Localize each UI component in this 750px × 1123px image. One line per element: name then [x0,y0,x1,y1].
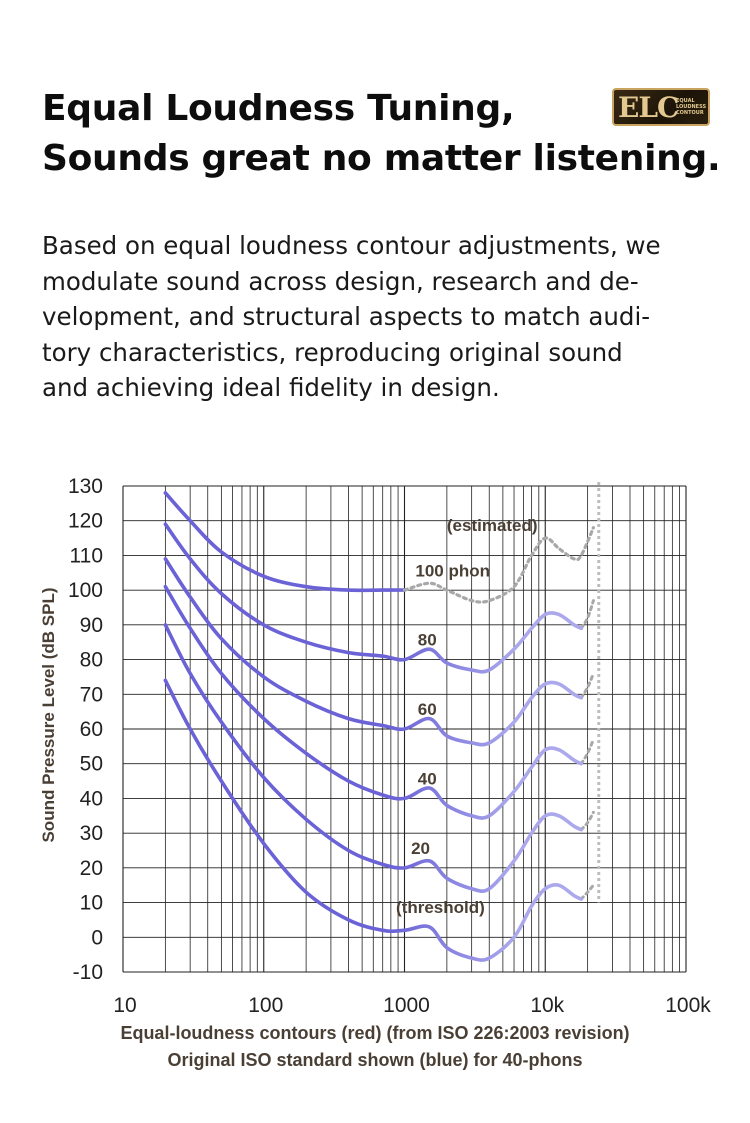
logo-small-line: CONTOUR [676,110,704,116]
y-tick-label: 10 [79,891,103,915]
y-tick-label: 50 [79,752,103,776]
x-tick-label: 10k [530,994,565,1017]
chart-caption-line-2: Original ISO standard shown (blue) for 40-phons [167,1050,583,1070]
description-line: Based on equal loudness contour adjustments, we [42,231,661,260]
y-tick-label: 80 [79,648,103,672]
y-tick-label: 40 [79,787,103,811]
contour-line [165,493,404,590]
curve-label: (threshold) [396,897,485,917]
description-paragraph [42,228,722,406]
curve-label: 60 [417,700,437,720]
y-tick-label: 20 [79,856,103,880]
y-tick-label: 130 [67,475,103,498]
curve-label: 20 [411,838,430,858]
description-line: and achieving ideal fidelity in design. [42,373,500,402]
y-tick-label: -10 [72,961,103,984]
chart-caption-line-1: Equal-loudness contours (red) (from ISO 226:2003 revision) [120,1023,630,1043]
x-tick-label: 100 [248,994,284,1017]
y-tick-label: 90 [79,613,103,637]
logo-small-line: EQUAL [676,98,695,104]
y-tick-label: 120 [67,509,103,533]
y-axis-label: Sound Pressure Level (dB SPL) [39,587,58,843]
equal-loudness-chart [0,470,750,1025]
chart-tick-labels [68,475,711,1017]
y-tick-label: 30 [79,822,103,846]
description-line: velopment, and structural aspects to match audi- [42,302,651,331]
x-tick-label: 1000 [383,994,430,1017]
y-tick-label: 60 [79,718,103,741]
logo-small-text [676,98,708,116]
chart-curves [165,482,598,960]
elc-logo [612,88,710,126]
logo-mark: ELC [618,91,679,124]
y-tick-label: 70 [79,683,103,707]
x-tick-label: 100k [665,994,711,1017]
y-tick-label: 100 [67,579,103,603]
curve-label: 80 [417,630,437,650]
y-tick-label: 110 [69,544,103,568]
headline-line-1: Equal Loudness Tuning, [42,88,515,129]
curve-label: 40 [417,769,437,789]
x-tick-label: 10 [113,994,137,1017]
headline-line-2: Sounds great no matter listening. [42,138,721,179]
description-line: modulate sound across design, research and de- [42,266,639,296]
y-tick-label: 0 [91,926,103,950]
curve-label: 100 phon [415,561,491,581]
description-line: tory characteristics, reproducing original sound [42,337,623,367]
logo-small-line: LOUDNESS [676,104,707,110]
curve-label: (estimated) [446,516,538,536]
